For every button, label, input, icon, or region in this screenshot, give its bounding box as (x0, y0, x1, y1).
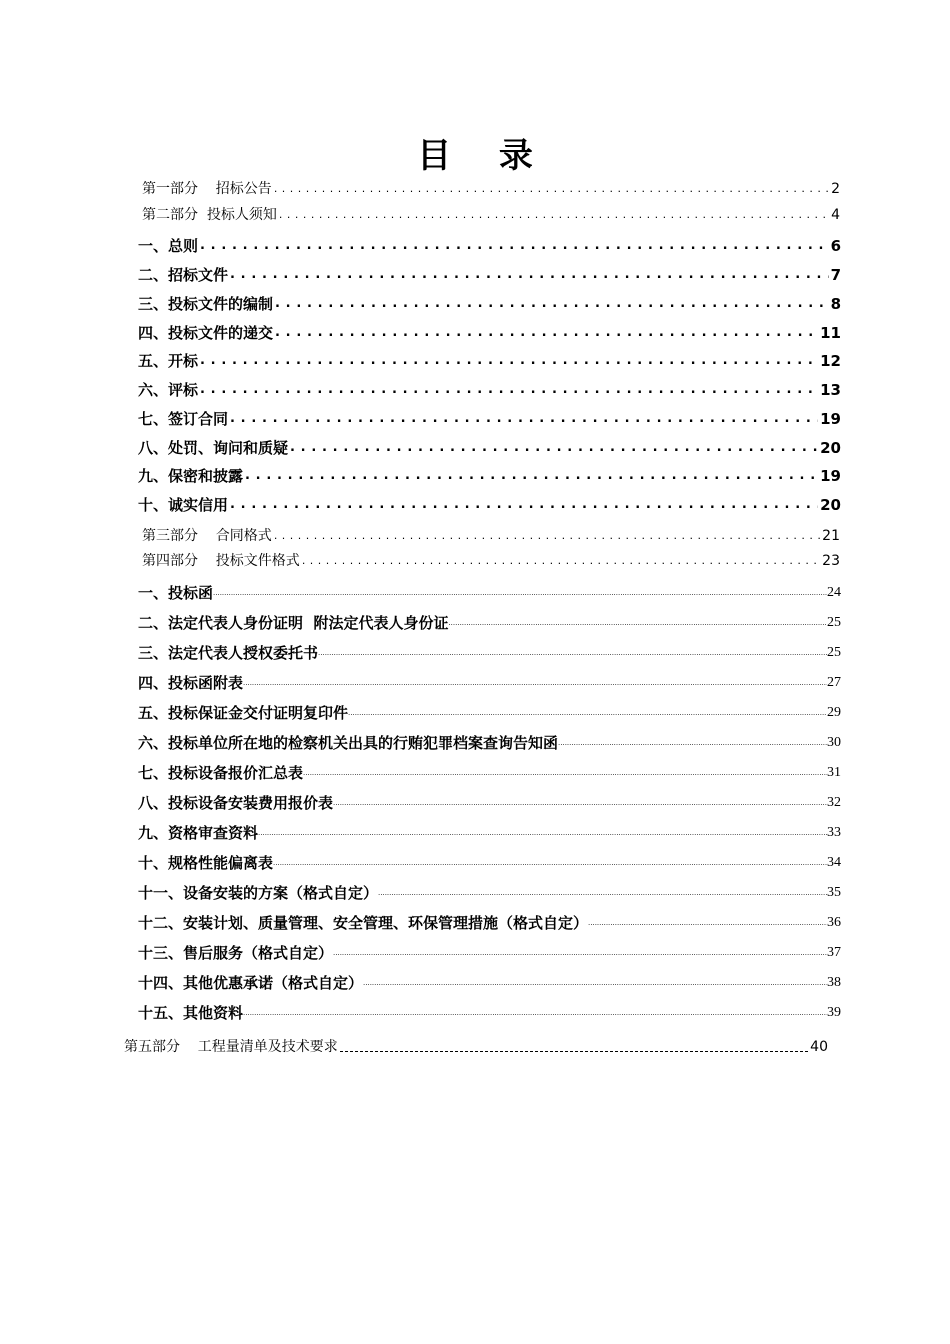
dot-leader (275, 292, 829, 314)
toc-entry-label: 第三部分 合同格式 (142, 528, 272, 544)
dot-leader (348, 700, 827, 723)
toc-entry-page: 6 (830, 237, 841, 255)
toc-entry-part-1[interactable] (142, 175, 840, 199)
toc-entry[interactable] (138, 319, 841, 343)
toc-entry[interactable] (138, 232, 841, 256)
toc-entry-label: 二、法定代表人身份证明 附法定代表人身份证 (138, 614, 449, 632)
toc-entry[interactable] (138, 789, 841, 813)
dot-leader (558, 730, 827, 753)
toc-entry-page: 13 (820, 381, 841, 399)
toc-entry-page: 20 (820, 496, 841, 514)
dot-leader (363, 970, 827, 993)
toc-entry-part-4[interactable] (142, 547, 840, 571)
toc-entry-label: 一、投标函 (138, 584, 214, 602)
toc-entry-page: 19 (820, 467, 841, 485)
toc-entry[interactable] (138, 491, 841, 515)
toc-entry[interactable] (138, 376, 841, 400)
toc-entry[interactable] (138, 909, 841, 933)
toc-entry-page: 2 (831, 181, 840, 197)
toc-entry[interactable] (138, 669, 841, 693)
toc-entry-label: 四、投标函附表 (138, 674, 244, 692)
toc-entry-label: 十五、其他资料 (138, 1004, 244, 1022)
dot-leader (302, 549, 820, 571)
dot-leader (243, 670, 827, 693)
toc-entry[interactable] (138, 849, 841, 873)
toc-entry-label: 五、开标 (138, 352, 199, 370)
dot-leader (378, 880, 827, 903)
toc-entry-label: 四、投标文件的递交 (138, 324, 274, 342)
toc-entry-page: 7 (830, 266, 841, 284)
toc-entry[interactable] (138, 347, 841, 371)
toc-entry[interactable] (138, 639, 841, 663)
toc-entry-page: 19 (820, 410, 841, 428)
toc-entry-label: 八、处罚、询问和质疑 (138, 439, 289, 457)
toc-entry-label: 七、签订合同 (138, 410, 229, 428)
toc-entry-page: 12 (820, 352, 841, 370)
toc-entry-page: 36 (827, 915, 841, 930)
toc-entry-page: 27 (827, 675, 841, 690)
dot-leader (333, 940, 827, 963)
dot-leader (274, 524, 820, 546)
dash-leader (340, 1046, 808, 1052)
toc-entry-label: 六、投标单位所在地的检察机关出具的行贿犯罪档案查询告知函 (138, 734, 559, 752)
toc-entry[interactable] (138, 261, 841, 285)
dot-leader (333, 790, 827, 813)
toc-entry-page: 11 (820, 324, 841, 342)
dot-leader (213, 580, 827, 603)
toc-entry-label: 十二、安装计划、质量管理、安全管理、环保管理措施（格式自定） (138, 914, 589, 932)
toc-entry-page: 35 (827, 885, 841, 900)
toc-entry-label: 九、保密和披露 (138, 467, 244, 485)
dot-leader (258, 820, 827, 843)
toc-entry-page: 20 (820, 439, 841, 457)
dot-leader (230, 407, 818, 429)
toc-entry[interactable] (138, 819, 841, 843)
toc-entry-page: 31 (827, 765, 841, 780)
dot-leader (290, 436, 818, 458)
toc-entry-page: 39 (827, 1005, 841, 1020)
toc-entry[interactable] (138, 405, 841, 429)
toc-entry-label: 第二部分 投标人须知 (142, 207, 277, 223)
toc-entry-label: 七、投标设备报价汇总表 (138, 764, 304, 782)
dot-leader (318, 640, 827, 663)
dot-leader (279, 203, 829, 225)
toc-entry-label: 三、投标文件的编制 (138, 295, 274, 313)
toc-entry-label: 五、投标保证金交付证明复印件 (138, 704, 349, 722)
dot-leader (230, 263, 829, 285)
toc-entry-label: 第一部分 招标公告 (142, 181, 272, 197)
toc-entry-label: 一、总则 (138, 237, 199, 255)
toc-entry[interactable] (138, 999, 841, 1023)
toc-entry-label: 第五部分 工程量清单及技术要求 (124, 1039, 338, 1055)
toc-entry-label: 三、法定代表人授权委托书 (138, 644, 319, 662)
dot-leader (448, 610, 827, 633)
toc-entry-page: 38 (827, 975, 841, 990)
toc-entry-label: 十、诚实信用 (138, 496, 229, 514)
toc-entry-page: 8 (830, 295, 841, 313)
toc-entry-page: 25 (827, 645, 841, 660)
toc-entry-label: 九、资格审查资料 (138, 824, 259, 842)
dot-leader (200, 349, 818, 371)
dot-leader (245, 464, 818, 486)
toc-entry-label: 六、评标 (138, 381, 199, 399)
toc-title: 目 录 (417, 136, 551, 176)
toc-entry-page: 40 (810, 1039, 828, 1055)
dot-leader (274, 177, 829, 199)
toc-entry-label: 第四部分 投标文件格式 (142, 553, 300, 569)
toc-entry-part-5[interactable] (124, 1033, 828, 1057)
toc-entry[interactable] (138, 290, 841, 314)
toc-entry-page: 37 (827, 945, 841, 960)
toc-entry[interactable] (138, 879, 841, 903)
dot-leader (243, 1000, 827, 1023)
toc-entry-page: 33 (827, 825, 841, 840)
toc-entry-label: 十、规格性能偏离表 (138, 854, 274, 872)
toc-entry[interactable] (138, 759, 841, 783)
toc-entry[interactable] (138, 434, 841, 458)
dot-leader (200, 378, 818, 400)
toc-entry[interactable] (138, 579, 841, 603)
toc-entry[interactable] (138, 939, 841, 963)
dot-leader (303, 760, 827, 783)
toc-entry-page: 34 (827, 855, 841, 870)
toc-entry-page: 21 (822, 528, 840, 544)
toc-entry-label: 八、投标设备安装费用报价表 (138, 794, 334, 812)
dot-leader (200, 234, 829, 256)
toc-entry-label: 十一、设备安装的方案（格式自定） (138, 884, 379, 902)
toc-entry-page: 30 (827, 735, 841, 750)
toc-entry-page: 23 (822, 553, 840, 569)
toc-entry-label: 二、招标文件 (138, 266, 229, 284)
toc-entry[interactable] (138, 699, 841, 723)
dot-leader (230, 493, 818, 515)
toc-entry-page: 25 (827, 615, 841, 630)
toc-entry-page: 32 (827, 795, 841, 810)
toc-entry-page: 4 (831, 207, 840, 223)
toc-entry-page: 24 (827, 585, 841, 600)
toc-entry[interactable] (138, 609, 841, 633)
toc-entry[interactable] (138, 729, 841, 753)
toc-entry[interactable] (138, 969, 841, 993)
dot-leader (588, 910, 827, 933)
toc-entry-part-3[interactable] (142, 522, 840, 546)
toc-entry-label: 十三、售后服务（格式自定） (138, 944, 334, 962)
toc-entry-part-2[interactable] (142, 201, 840, 225)
toc-entry-label: 十四、其他优惠承诺（格式自定） (138, 974, 364, 992)
toc-entry[interactable] (138, 462, 841, 486)
toc-entry-page: 29 (827, 705, 841, 720)
dot-leader (275, 321, 818, 343)
dot-leader (273, 850, 827, 873)
